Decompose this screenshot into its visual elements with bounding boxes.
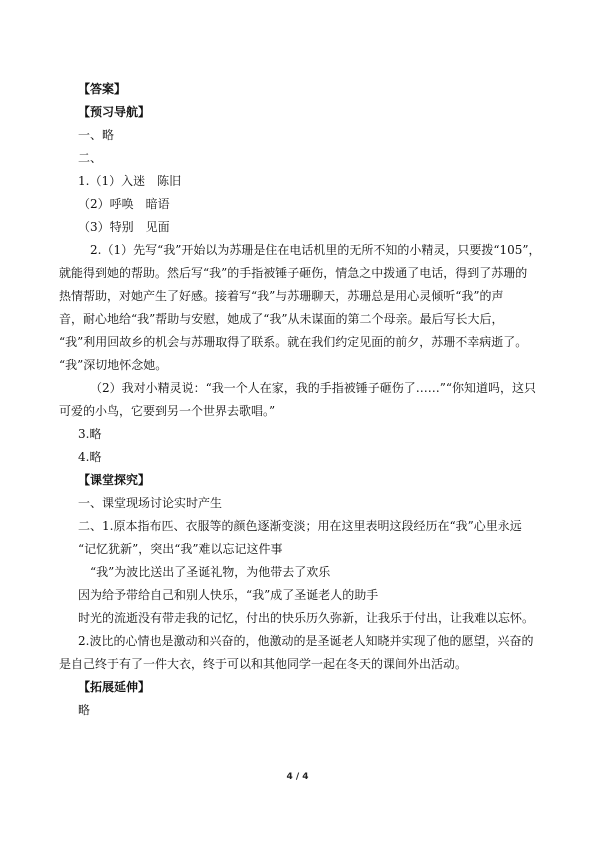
class-item-3: “我”为波比送出了圣诞礼物，为他带去了欢乐: [90, 565, 331, 579]
class-item-2-line-2: “记忆犹新”，突出“我”难以忘记这件事: [78, 542, 283, 556]
class-item-2-line-1: 二、1.原本指布匹、衣服等的颜色逐渐变淡；用在这里表明这段经历在“我”心里永远: [78, 519, 522, 533]
class-item-4: 因为给予带给自己和别人快乐，“我”成了圣诞老人的助手: [78, 588, 379, 602]
answer-2-line-1: 2.（1）先写“我”开始以为苏珊是住在电话机里的无所不知的小精灵，只要拨“105”，: [90, 243, 541, 257]
answer-2-line-5: “我”利用回故乡的机会与苏珊取得了联系。就在我们约定见面的前夕，苏珊不幸病逝了。: [59, 335, 528, 349]
preview-heading: 【预习导航】: [78, 105, 151, 119]
answer-2-line-3: 热情帮助，对她产生了好感。接着写“我”与苏珊聊天，苏珊总是用心灵倾听“我”的声: [59, 289, 504, 303]
class-heading: 【课堂探究】: [78, 473, 151, 487]
answer-heading: 【答案】: [78, 82, 127, 96]
class-item-5: 时光的流逝没有带走我的记忆，付出的快乐历久弥新，让我乐于付出，让我难以忘怀。: [78, 611, 535, 625]
answer-3: 3.略: [78, 427, 102, 441]
answer-4: 4.略: [78, 450, 102, 464]
preview-item-3: 1.（1）入迷 陈旧: [78, 174, 182, 188]
extension-heading: 【拓展延伸】: [78, 680, 151, 694]
answer-2-line-6: “我”深切地怀念她。: [59, 358, 168, 372]
answer-2-line-2: 就能得到她的帮助。然后写“我”的手指被锤子砸伤，情急之中拨通了电话，得到了苏珊的: [59, 266, 528, 280]
answer-2-2-line-1: （2）我对小精灵说：“我一个人在家，我的手指被锤子砸伤了……”“你知道吗，这只: [90, 381, 537, 395]
preview-item-4: （2）呼唤 暗语: [78, 197, 170, 211]
preview-item-1: 一、略: [78, 128, 115, 142]
answer-2-2-line-2: 可爱的小鸟，它要到另一个世界去歌唱。”: [59, 404, 276, 418]
page-number: 4 / 4: [286, 772, 309, 782]
class-item-6-line-1: 2.波比的心情也是激动和兴奋的，他激动的是圣诞老人知晓并实现了他的愿望，兴奋的: [78, 634, 534, 648]
extension-item: 略: [78, 703, 91, 717]
class-item-6-line-2: 是自己终于有了一件大衣，终于可以和其他同学一起在冬天的课间外出活动。: [59, 657, 468, 671]
preview-item-5: （3）特别 见面: [78, 220, 170, 234]
answer-2-line-4: 音，耐心地给“我”帮助与安慰，她成了“我”从未谋面的第二个母亲。最后写长大后，: [59, 312, 504, 326]
preview-item-2: 二、: [78, 151, 103, 165]
class-item-1: 一、课堂现场讨论实时产生: [78, 496, 223, 510]
